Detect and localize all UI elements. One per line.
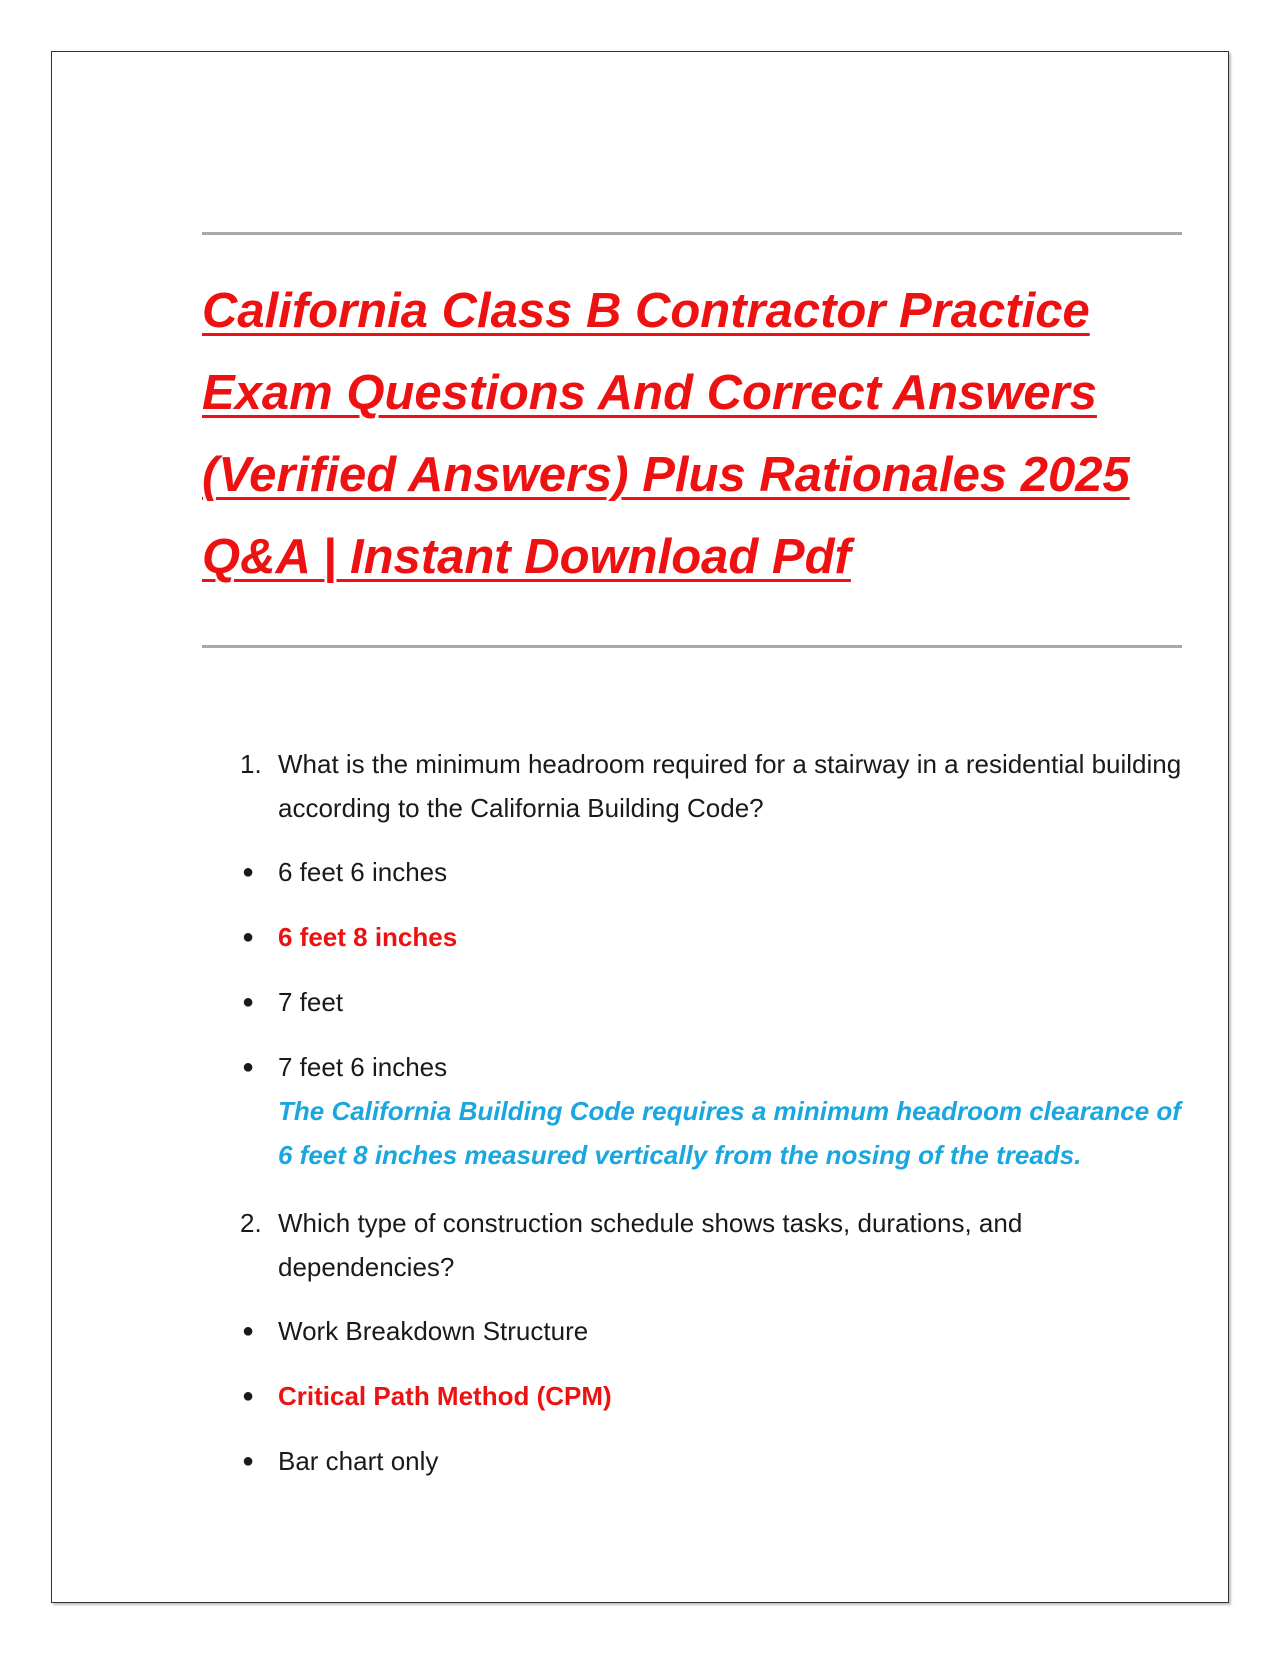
correct-option-text: Critical Path Method (CPM)	[278, 1381, 612, 1411]
question-list	[202, 742, 1182, 1504]
document-page	[51, 51, 1229, 1603]
option-text: 7 feet	[278, 987, 344, 1017]
bullet-icon: ●	[242, 1320, 255, 1342]
bullet-icon: ●	[242, 926, 255, 948]
question-1	[202, 742, 1182, 830]
option-item	[202, 1439, 1182, 1483]
option-item-correct	[202, 1374, 1182, 1418]
option-item	[202, 850, 1182, 894]
bullet-icon: ●	[242, 1056, 255, 1078]
option-text: 7 feet 6 inches	[278, 1052, 448, 1082]
bottom-divider	[202, 645, 1182, 648]
option-text: Work Breakdown Structure	[278, 1316, 589, 1346]
document-title: California Class B Contractor Practice Exam Questions And Correct Answers (Verified Answers) Plus Rationales 2025 Q&A | Instant Download Pdf	[202, 284, 1130, 584]
question-number: 1.	[240, 749, 262, 779]
bullet-icon: ●	[242, 1450, 255, 1472]
rationale-text: The California Building Code requires a minimum headroom clearance of 6 feet 8 inches measured vertically from the nosing of the treads.	[278, 1096, 1181, 1170]
bullet-icon: ●	[242, 991, 255, 1013]
question-2	[202, 1201, 1182, 1289]
option-item	[202, 1045, 1182, 1177]
option-text: 6 feet 6 inches	[278, 857, 448, 887]
top-divider	[202, 232, 1182, 235]
bullet-icon: ●	[242, 861, 255, 883]
question-text: Which type of construction schedule shows tasks, durations, and dependencies?	[278, 1208, 1023, 1282]
question-text: What is the minimum headroom required for a stairway in a residential building according to the California Building Code?	[278, 749, 1182, 823]
option-item	[202, 1309, 1182, 1353]
option-item	[202, 980, 1182, 1024]
bullet-icon: ●	[242, 1385, 255, 1407]
option-text: Bar chart only	[278, 1446, 439, 1476]
question-number: 2.	[240, 1208, 262, 1238]
correct-option-text: 6 feet 8 inches	[278, 922, 458, 952]
option-item-correct	[202, 915, 1182, 959]
